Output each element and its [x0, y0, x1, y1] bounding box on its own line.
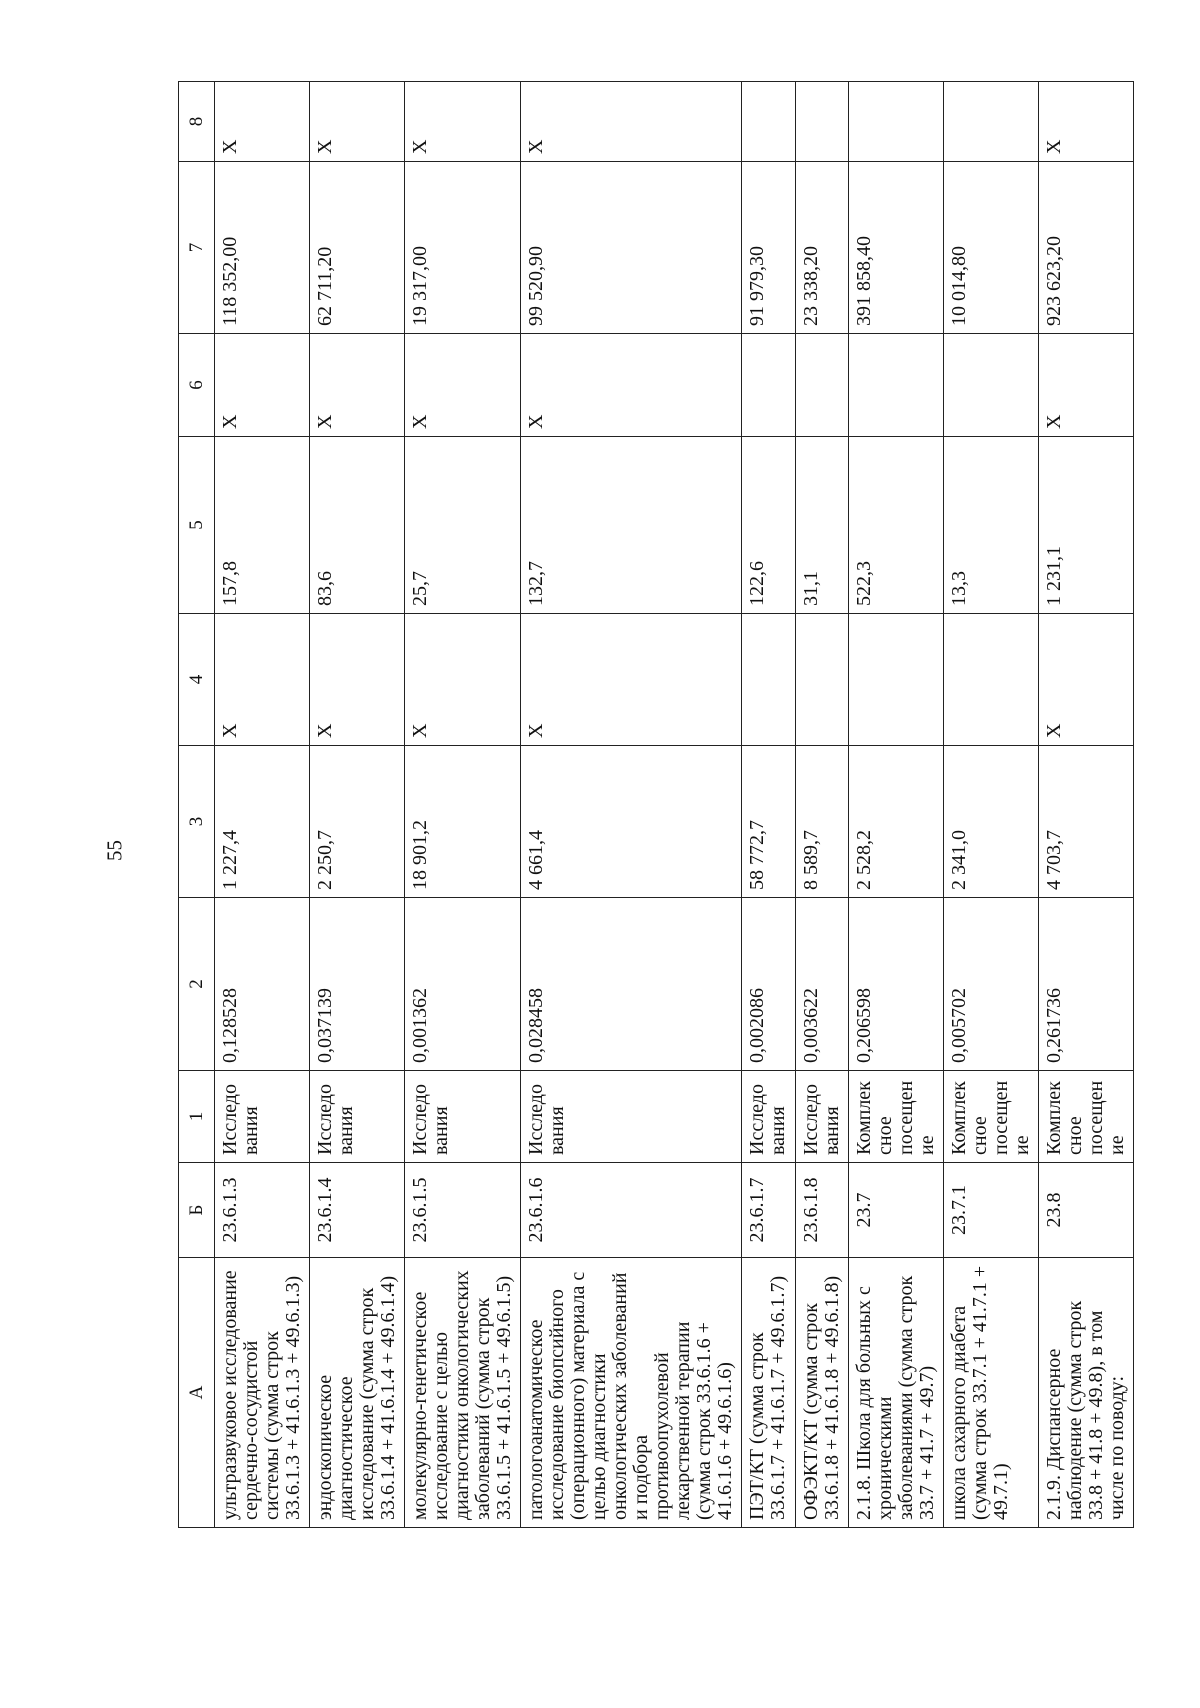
table-row	[1039, 82, 1134, 1528]
cell-col6	[849, 334, 944, 437]
cell-col2: 0,001362	[405, 898, 521, 1071]
cell-col8: X	[310, 82, 405, 162]
cell-name: ПЭТ/КТ (сумма строк 33.6.1.7 + 41.6.1.7 + 49.6.1.7)	[742, 1258, 796, 1528]
cell-name: ОФЭКТ/КТ (сумма строк 33.6.1.8 + 41.6.1.8 + 49.6.1.8)	[796, 1258, 849, 1528]
cell-col3: 4 703,7	[1039, 746, 1134, 898]
cell-name: 2.1.8. Школа для больных с хроническими заболеваниями (сумма строк 33.7 + 41.7 + 49.7)	[849, 1258, 944, 1528]
cell-col5: 83,6	[310, 437, 405, 614]
cell-unit: Исследования	[742, 1071, 796, 1163]
cell-col3: 1 227,4	[215, 746, 310, 898]
col-header-4: 4	[179, 614, 215, 746]
cell-unit: Исследования	[310, 1071, 405, 1163]
cell-col3: 2 250,7	[310, 746, 405, 898]
table-row	[521, 82, 742, 1528]
cell-col6	[944, 334, 1039, 437]
cell-col5: 1 231,1	[1039, 437, 1134, 614]
table-row	[310, 82, 405, 1528]
cell-col7: 19 317,00	[405, 162, 521, 334]
cell-col8: X	[405, 82, 521, 162]
cell-col2: 0,005702	[944, 898, 1039, 1071]
col-header-5: 5	[179, 437, 215, 614]
cell-unit: Комплексное посещение	[849, 1071, 944, 1163]
cell-col4: X	[310, 614, 405, 746]
cell-col5: 122,6	[742, 437, 796, 614]
cell-row-code: 23.6.1.5	[405, 1163, 521, 1258]
cell-col2: 0,002086	[742, 898, 796, 1071]
cell-col2: 0,037139	[310, 898, 405, 1071]
cell-col5: 157,8	[215, 437, 310, 614]
cell-col6: X	[521, 334, 742, 437]
cell-row-code: 23.7	[849, 1163, 944, 1258]
rotated-table-container	[178, 82, 1128, 1528]
table-row	[944, 82, 1039, 1528]
data-table	[178, 81, 1134, 1528]
cell-col5: 25,7	[405, 437, 521, 614]
cell-unit: Исследования	[405, 1071, 521, 1163]
cell-col3: 2 528,2	[849, 746, 944, 898]
cell-unit: Комплексное посещение	[1039, 1071, 1134, 1163]
cell-name: эндоскопическое диагностическое исследование (сумма строк 33.6.1.4 + 41.6.1.4 + 49.6.1.4)	[310, 1258, 405, 1528]
table-row	[405, 82, 521, 1528]
col-header-b: Б	[179, 1163, 215, 1258]
cell-row-code: 23.6.1.4	[310, 1163, 405, 1258]
table-row	[796, 82, 849, 1528]
cell-col5: 522,3	[849, 437, 944, 614]
cell-name: молекулярно-генетическое исследование с целью диагностики онкологических заболеваний (сумма строк 33.6.1.5 + 41.6.1.5 + 49.6.1.5)	[405, 1258, 521, 1528]
cell-col6: X	[215, 334, 310, 437]
cell-col7: 23 338,20	[796, 162, 849, 334]
col-header-2: 2	[179, 898, 215, 1071]
cell-col2: 0,261736	[1039, 898, 1134, 1071]
col-header-7: 7	[179, 162, 215, 334]
cell-col3: 8 589,7	[796, 746, 849, 898]
cell-col3: 18 901,2	[405, 746, 521, 898]
cell-row-code: 23.6.1.3	[215, 1163, 310, 1258]
col-header-a: А	[179, 1258, 215, 1528]
cell-col4	[944, 614, 1039, 746]
cell-col7: 118 352,00	[215, 162, 310, 334]
cell-unit: Комплексное посещение	[944, 1071, 1039, 1163]
cell-name: школа сахарного диабета (сумма строк 33.7.1 + 41.7.1 + 49.7.1)	[944, 1258, 1039, 1528]
cell-col4	[796, 614, 849, 746]
cell-col8: X	[1039, 82, 1134, 162]
col-header-8: 8	[179, 82, 215, 162]
cell-col2: 0,128528	[215, 898, 310, 1071]
cell-col8	[742, 82, 796, 162]
cell-col8: X	[521, 82, 742, 162]
cell-col7: 10 014,80	[944, 162, 1039, 334]
cell-unit: Исследования	[521, 1071, 742, 1163]
cell-col2: 0,206598	[849, 898, 944, 1071]
cell-col6: X	[310, 334, 405, 437]
cell-col7: 62 711,20	[310, 162, 405, 334]
cell-col8	[944, 82, 1039, 162]
cell-col3: 58 772,7	[742, 746, 796, 898]
cell-col6: X	[1039, 334, 1134, 437]
cell-col4: X	[521, 614, 742, 746]
cell-col4: X	[215, 614, 310, 746]
cell-row-code: 23.7.1	[944, 1163, 1039, 1258]
cell-col5: 132,7	[521, 437, 742, 614]
cell-col8: X	[215, 82, 310, 162]
cell-col5: 13,3	[944, 437, 1039, 614]
cell-row-code: 23.6.1.6	[521, 1163, 742, 1258]
cell-col4	[849, 614, 944, 746]
cell-col2: 0,003622	[796, 898, 849, 1071]
cell-row-code: 23.6.1.8	[796, 1163, 849, 1258]
cell-col6	[742, 334, 796, 437]
cell-row-code: 23.8	[1039, 1163, 1134, 1258]
cell-name: ультразвуковое исследование сердечно-сосудистой системы (сумма строк 33.6.1.3 + 41.6.1.3 + 49.6.1.3)	[215, 1258, 310, 1528]
table-row	[215, 82, 310, 1528]
table-row	[742, 82, 796, 1528]
col-header-6: 6	[179, 334, 215, 437]
cell-name: патологоанатомическое исследование биопсийного (операционного) материала с целью диагностики онкологических заболеваний и подбора противоопухолевой лекарственной терапии (сумма строк 33.6.1.6 + 41.6.1.6 + 49.6.1.6)	[521, 1258, 742, 1528]
cell-col3: 4 661,4	[521, 746, 742, 898]
cell-unit: Исследования	[796, 1071, 849, 1163]
cell-col7: 99 520,90	[521, 162, 742, 334]
cell-col6: X	[405, 334, 521, 437]
cell-col6	[796, 334, 849, 437]
cell-col4	[742, 614, 796, 746]
table-header-row	[179, 82, 215, 1528]
page-number: 55	[102, 840, 127, 861]
cell-unit: Исследования	[215, 1071, 310, 1163]
cell-col7: 91 979,30	[742, 162, 796, 334]
cell-col5: 31,1	[796, 437, 849, 614]
table-row	[849, 82, 944, 1528]
cell-col8	[849, 82, 944, 162]
cell-col2: 0,028458	[521, 898, 742, 1071]
col-header-3: 3	[179, 746, 215, 898]
cell-col7: 923 623,20	[1039, 162, 1134, 334]
cell-name: 2.1.9. Диспансерное наблюдение (сумма строк 33.8 + 41.8 + 49.8), в том числе по поводу:	[1039, 1258, 1134, 1528]
cell-col7: 391 858,40	[849, 162, 944, 334]
cell-col4: X	[405, 614, 521, 746]
col-header-1: 1	[179, 1071, 215, 1163]
cell-row-code: 23.6.1.7	[742, 1163, 796, 1258]
cell-col3: 2 341,0	[944, 746, 1039, 898]
cell-col4: X	[1039, 614, 1134, 746]
cell-col8	[796, 82, 849, 162]
